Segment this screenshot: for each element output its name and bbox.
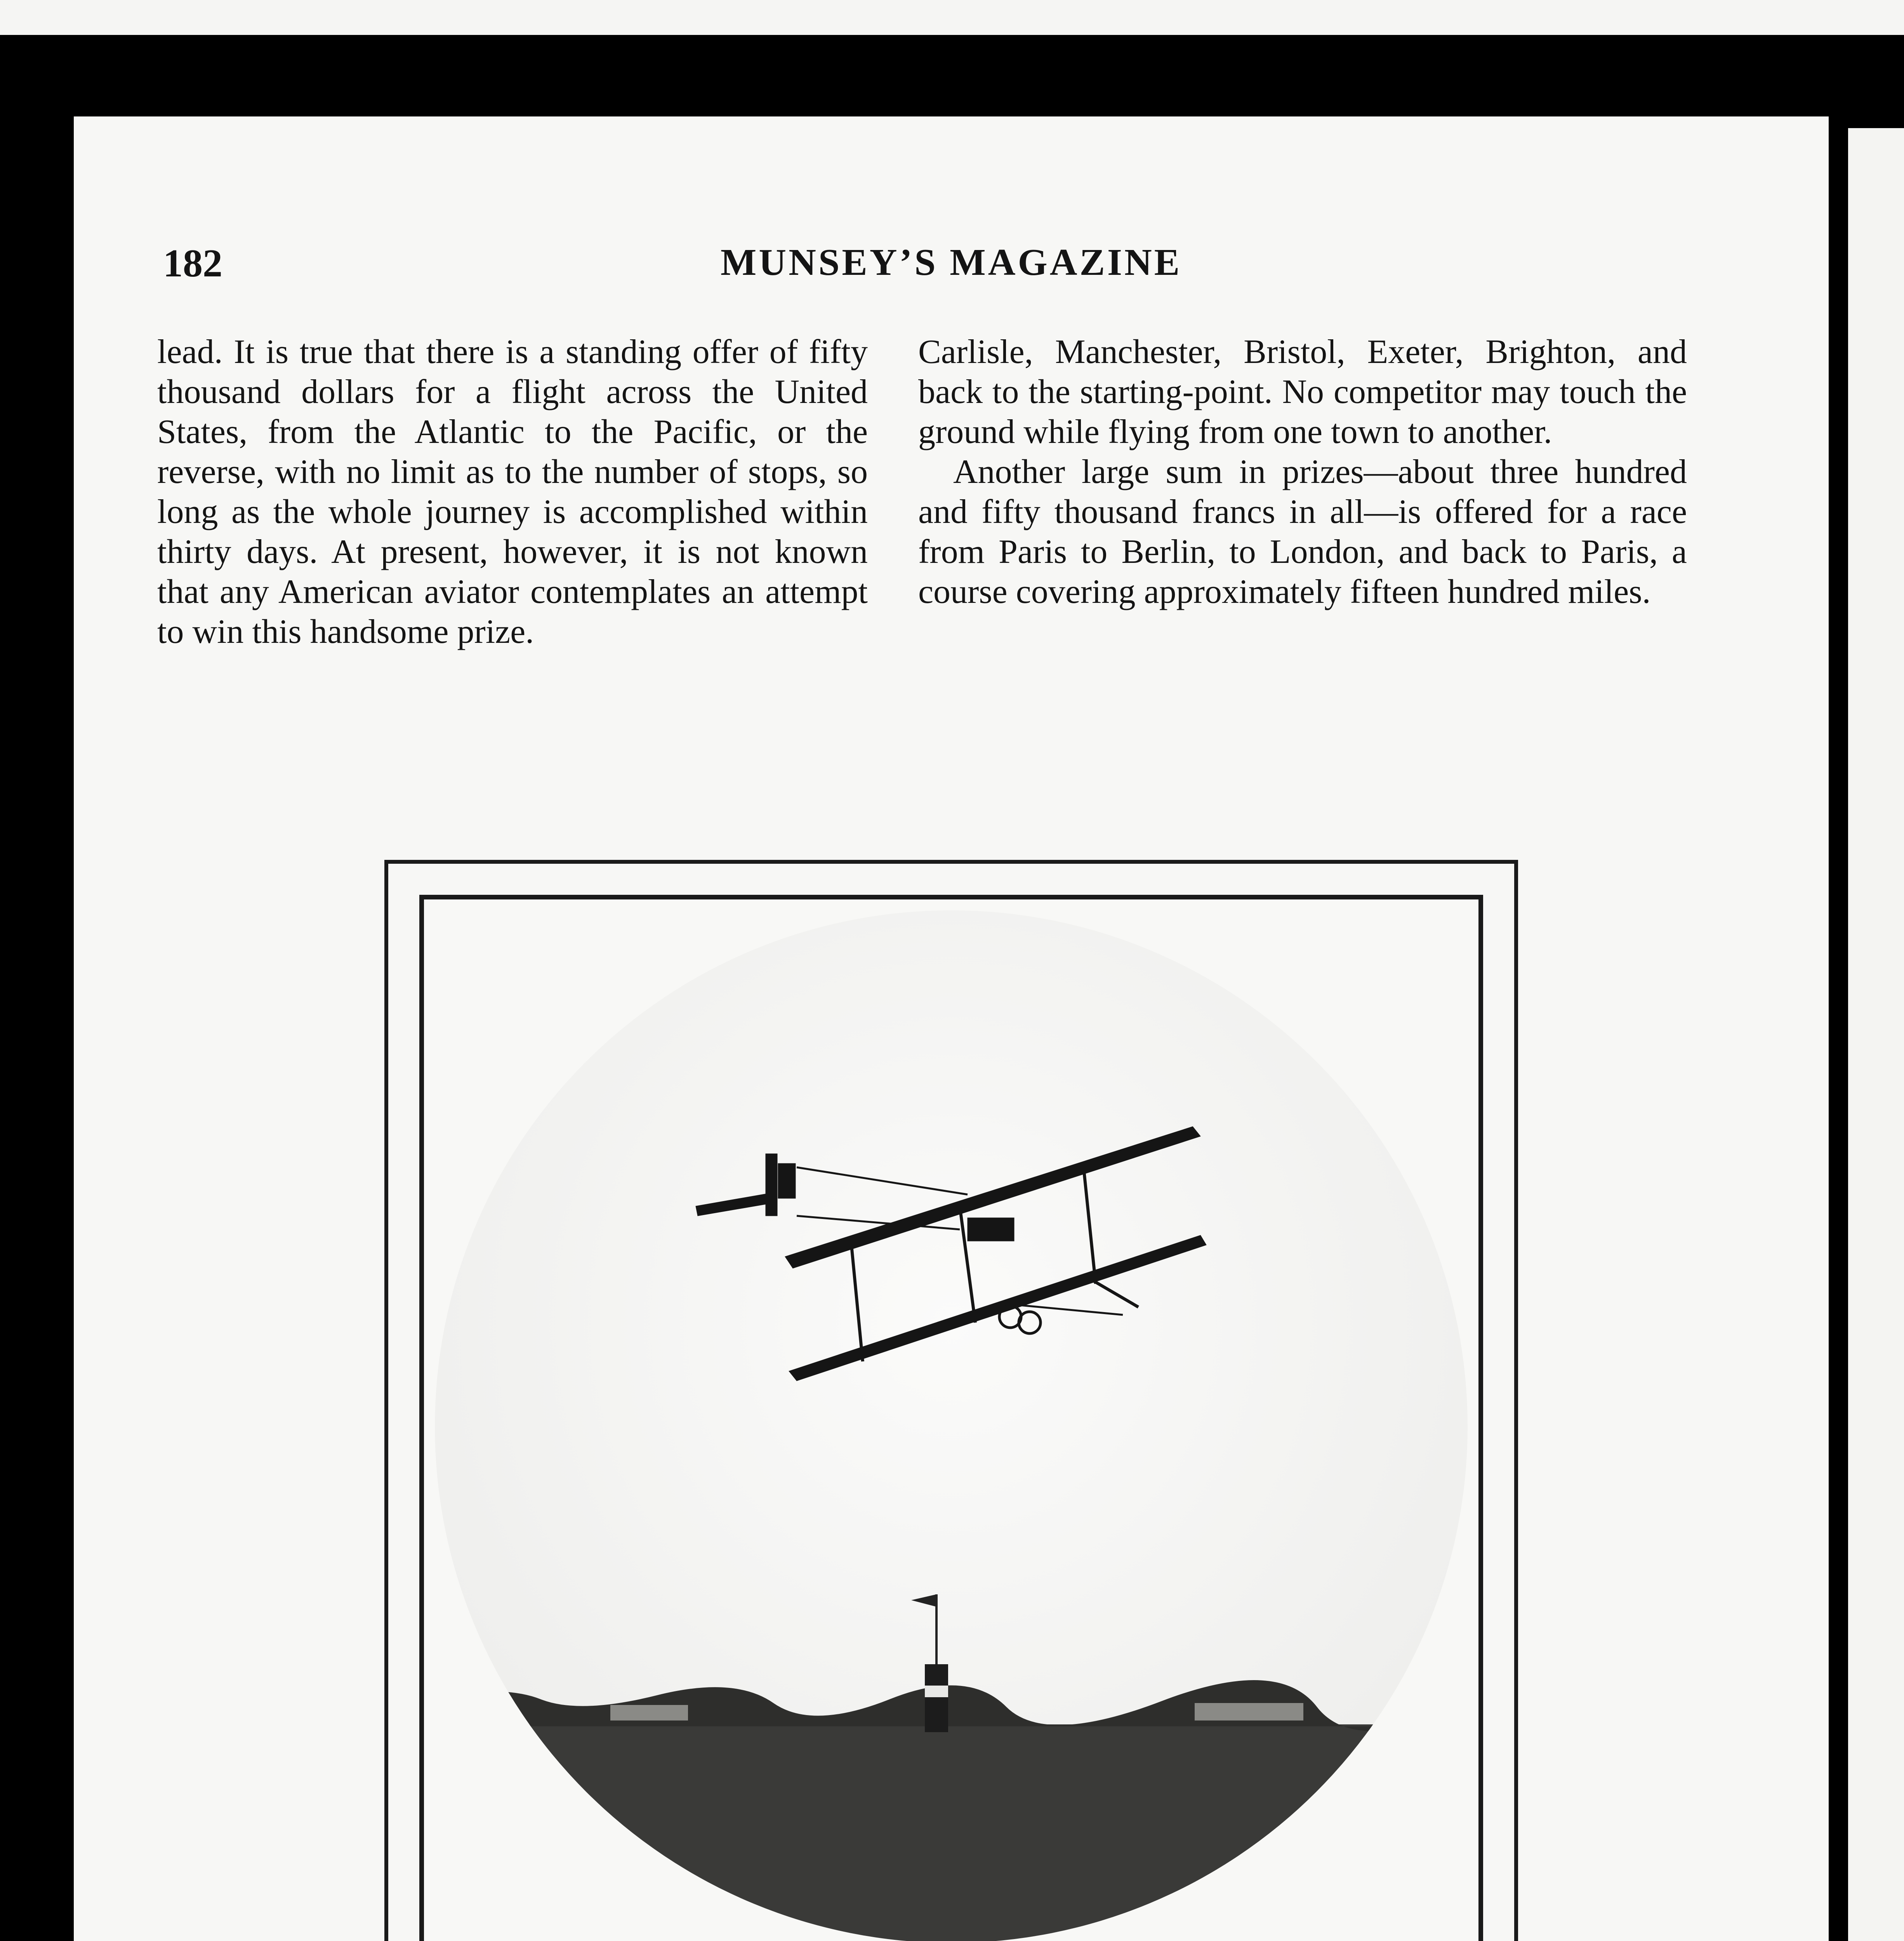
adjacent-page-edge — [1848, 128, 1904, 1941]
paragraph: Another large sum in prizes—about three hundred and fifty thousand francs in all—is offered for a race from Paris to Berlin, to London, and back to Paris, a course covering approximately fifteen hundred miles. — [918, 453, 1687, 611]
page-number: 182 — [163, 241, 222, 285]
page-header — [74, 241, 1829, 295]
top-right-column — [918, 332, 1687, 612]
paragraph: lead. It is true that there is a standing offer of fifty thousand dollars for a flight across the United States, from the Atlantic to the Pacific, or the reverse, with no limit as to the number of stops, so long as the whole journey is accomplished within thirty days. At present, however, it is not known that any American aviator contemplates an attempt to win this handsome prize. — [157, 333, 868, 651]
pylon-icon — [925, 1664, 948, 1732]
photo-frame-outer — [384, 860, 1518, 1941]
next-page-strip-top — [0, 0, 1904, 35]
magazine-page — [74, 116, 1829, 1941]
paragraph: Carlisle, Manchester, Bristol, Exeter, Brighton, and back to the starting-point. No competitor may touch the ground while flying from one town to another. — [918, 333, 1687, 451]
photo-frame-inner — [419, 895, 1483, 1941]
biplane-photo — [424, 899, 1478, 1941]
ground-field — [424, 1724, 1478, 1941]
running-head: MUNSEY’S MAGAZINE — [720, 241, 1182, 283]
top-left-column — [157, 332, 868, 652]
